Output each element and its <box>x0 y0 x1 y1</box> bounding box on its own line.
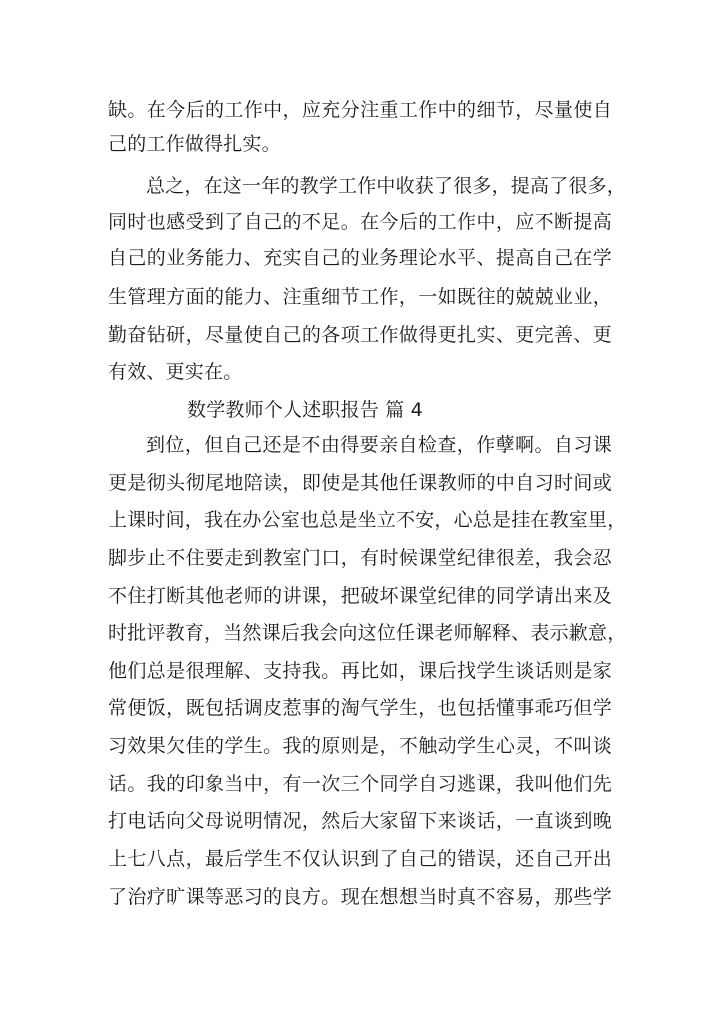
text-line: 己的工作做得扎实。 <box>108 133 281 155</box>
text-line: 脚步止不住要走到教室门口，有时候课堂纪律很差，我会忍 <box>108 547 612 569</box>
text-line: 上七八点，最后学生不仅认识到了自己的错误，还自己开出 <box>108 848 612 870</box>
text-line: 了治疗旷课等恶习的良方。现在想想当时真不容易，那些学 <box>108 886 612 908</box>
text-line: 习效果欠佳的学生。我的原则是，不触动学生心灵，不叫谈 <box>108 735 612 757</box>
text-line: 打电话向父母说明情况，然后大家留下来谈话，一直谈到晚 <box>108 810 612 832</box>
text-line: 不住打断其他老师的讲课，把破坏课堂纪律的同学请出来及 <box>108 585 612 607</box>
paragraph-first-line: 到位，但自己还是不由得要亲自检查，作孽啊。自习课 <box>146 434 612 456</box>
text-line: 缺。在今后的工作中，应充分注重工作中的细节，尽量使自 <box>108 99 612 121</box>
text-line: 时批评教育，当然课后我会向这位任课老师解释、表示歉意， <box>108 622 627 644</box>
text-line: 勤奋钻研，尽量使自己的各项工作做得更扎实、更完善、更 <box>108 324 612 346</box>
text-line: 他们总是很理解、支持我。再比如，课后找学生谈话则是家 <box>108 660 612 682</box>
text-line: 生管理方面的能力、注重细节工作，一如既往的兢兢业业， <box>108 286 612 308</box>
section-heading: 数学教师个人述职报告 篇 4 <box>187 399 423 421</box>
text-line: 上课时间，我在办公室也总是坐立不安，心总是挂在教室里， <box>108 509 627 531</box>
text-line: 自己的业务能力、充实自己的业务理论水平、提高自己在学 <box>108 247 612 269</box>
text-line: 话。我的印象当中，有一次三个同学自习逃课，我叫他们先 <box>108 773 612 795</box>
paragraph-first-line: 总之，在这一年的教学工作中收获了很多，提高了很多， <box>146 175 627 197</box>
text-line: 常便饭，既包括调皮惹事的淘气学生，也包括懂事乖巧但学 <box>108 697 612 719</box>
text-line: 更是彻头彻尾地陪读，即使是其他任课教师的中自习时间或 <box>108 472 612 494</box>
text-line: 有效、更实在。 <box>108 361 243 383</box>
text-line: 同时也感受到了自己的不足。在今后的工作中，应不断提高 <box>108 211 612 233</box>
